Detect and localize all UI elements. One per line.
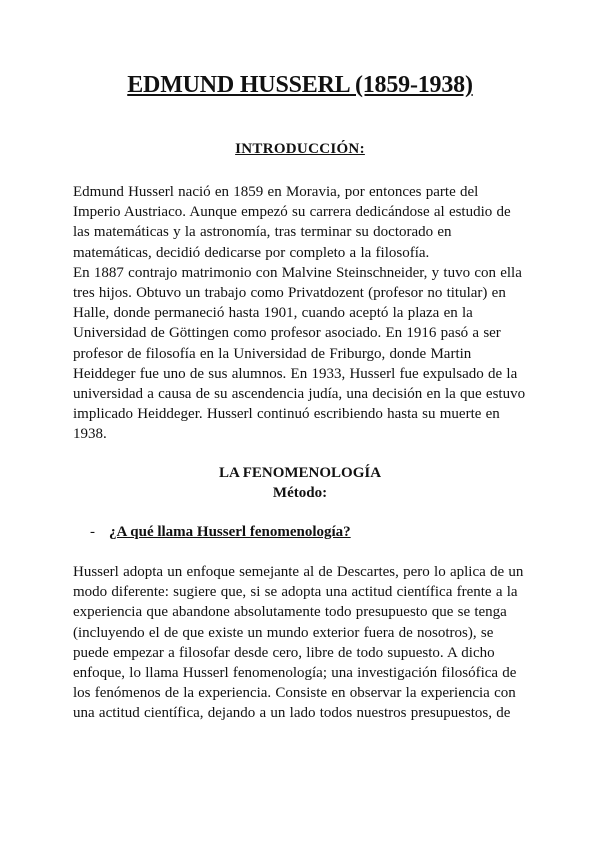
intro-line: Heiddeger fue uno de sus alumnos. En 1933, Husserl fue expulsado de la — [73, 365, 518, 382]
list-bullet-dash: - — [90, 524, 95, 540]
answer-line: (incluyendo el de que existe un mundo exterior fuera de nosotros), se — [73, 624, 494, 641]
answer-line: modo diferente: sugiere que, si se adopta una actitud científica frente a la — [73, 584, 518, 601]
answer-line: experiencia que abandone absolutamente todo presupuesto que se tenga — [73, 604, 507, 621]
intro-line: matemáticas, decidió dedicarse por completo a la filosofía. — [73, 244, 430, 261]
intro-line: Halle, donde permaneció hasta 1901, cuando aceptó la plaza en la — [73, 305, 473, 322]
question-item — [90, 522, 351, 542]
answer-line: los fenómenos de la experiencia. Consiste en observar la experiencia con — [73, 685, 516, 702]
intro-heading: INTRODUCCIÓN: — [235, 141, 365, 157]
document-title: EDMUND HUSSERL (1859-1938) — [127, 72, 473, 98]
intro-line: En 1887 contrajo matrimonio con Malvine Steinschneider, y tuvo con ella — [73, 264, 522, 281]
answer-paragraph — [73, 562, 528, 724]
section-subheading: Método: — [272, 485, 328, 501]
section-heading: LA FENOMENOLOGÍA — [218, 465, 382, 481]
intro-line: Universidad de Göttingen como profesor asociado. En 1916 pasó a ser — [73, 325, 501, 342]
intro-line: tres hijos. Obtuvo un trabajo como Privatdozent (profesor no titular) en — [73, 285, 506, 302]
intro-line: 1938. — [73, 426, 107, 443]
intro-line: Edmund Husserl nació en 1859 en Moravia, por entonces parte del — [73, 184, 479, 200]
intro-line: profesor de filosofía en la Universidad de Friburgo, donde Martin — [73, 345, 472, 362]
answer-line: puede empezar a filosofar desde cero, libre de todo supuesto. A dicho — [73, 644, 495, 661]
intro-line: Imperio Austriaco. Aunque empezó su carrera dedicándose al estudio de — [73, 204, 511, 221]
question-text: ¿A qué llama Husserl fenomenología? — [109, 524, 351, 540]
answer-line: Husserl adopta un enfoque semejante al de Descartes, pero lo aplica de un — [73, 564, 524, 580]
intro-line: universidad a causa de su ascendencia judía, una decisión en la que estuvo — [73, 386, 526, 403]
intro-line: implicado Heiddeger. Husserl continuó escribiendo hasta su muerte en — [73, 406, 500, 423]
answer-line: una actitud científica, dejando a un lado todos nuestros presupuestos, de — [73, 705, 511, 722]
intro-line: las matemáticas y la astronomía, tras terminar su doctorado en — [73, 224, 452, 241]
answer-line: enfoque, lo llama Husserl fenomenología; una investigación filosófica de — [73, 665, 517, 682]
intro-paragraph — [73, 182, 528, 445]
